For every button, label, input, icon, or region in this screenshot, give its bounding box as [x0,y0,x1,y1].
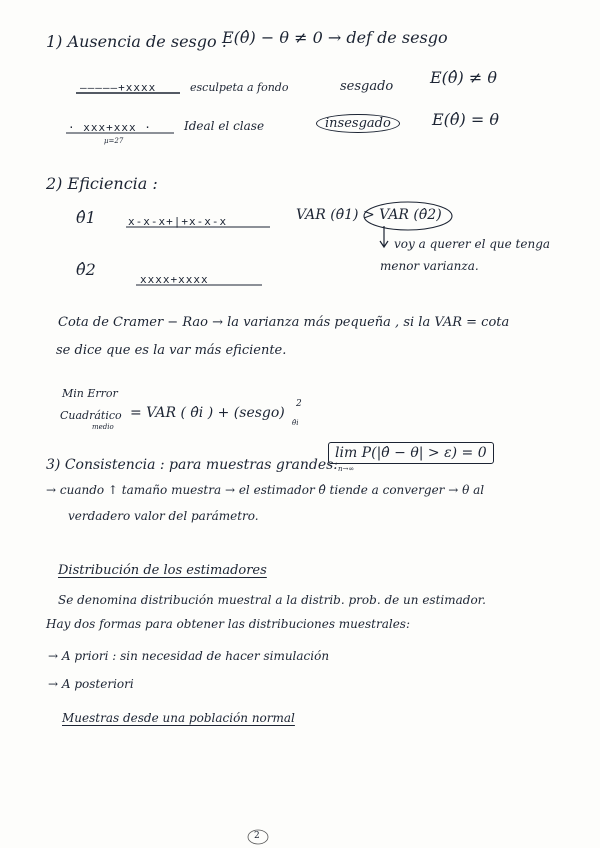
distribution-line-2: Hay dos formas para obtener las distribuciones muestrales: [46,617,411,631]
variance-compare: VAR (θ̂1) > VAR (θ̂2) [296,207,442,223]
distribution-item-1: → A priori : sin necesidad de hacer simulación [48,649,330,663]
estimator1-marks: x-x-x+|+x-x-x [128,215,228,228]
section3-line-2: verdadero valor del parámetro. [68,509,259,523]
ecm-top: Min Error [62,387,118,400]
unbiased-marks: · xxx+xxx · [68,121,152,134]
section3-line-1: → cuando ↑ tamaño muestra → el estimador θ̂ tiende a converger → θ al [46,483,485,497]
distribution-title: Distribución de los estimadores [58,563,267,578]
consistency-formula-box: lim P(|θ̂ − θ| > ε) = 0 [328,442,494,464]
estimator2-marks: xxxx+xxxx [140,273,209,286]
biased-marks: —————+xxxx [80,81,157,94]
efficiency-note-2: menor varianza. [380,259,479,273]
section1-heading: 1) Ausencia de sesgo . [46,32,227,51]
ecm-sub: medio [92,423,114,431]
page-number: 2 [254,831,260,841]
cota-line-1: Cota de Cramer − Rao → la varianza más pequeña , si la VAR = cota [58,315,510,330]
cota-line-2: se dice que es la var más eficiente. [56,343,287,358]
efficiency-note-1: voy a querer el que tenga [394,237,551,251]
unbiased-sub: µ=27 [104,137,124,145]
estimator2-label: θ̂2 [76,260,96,279]
estimator1-label: θ̂1 [76,208,96,227]
ecm-exponent: 2 [296,399,302,409]
normal-population-title: Muestras desde una población normal [62,711,295,725]
unbiased-formula: E(θ̂) = θ [432,110,500,129]
section2-heading: 2) Eficiencia : [46,174,158,193]
biased-label: esculpeta a fondo [190,81,289,94]
unbiased-circled: insesgado [316,114,400,133]
section3-heading: 3) Consistencia : para muestras grandes: [46,457,339,473]
unbiased-label: Ideal el clase [184,119,265,133]
consistency-limit-sub: n→∞ [338,465,355,473]
distribution-item-2: → A posteriori [48,677,134,691]
ecm-equation: = VAR ( θ̂i ) + (sesgo) [130,405,285,421]
ecm-left: Cuadrático [60,409,122,422]
variance-down-arrow [380,226,388,247]
biased-result: sesgado [340,79,394,94]
ecm-subscript: θ̂i [292,419,299,427]
bias-definition: E(θ̂) − θ ≠ 0 → def de sesgo [222,28,448,47]
distribution-line-1: Se denomina distribución muestral a la distrib. prob. de un estimador. [58,593,486,607]
biased-formula: E(θ̂) ≠ θ [430,68,498,87]
